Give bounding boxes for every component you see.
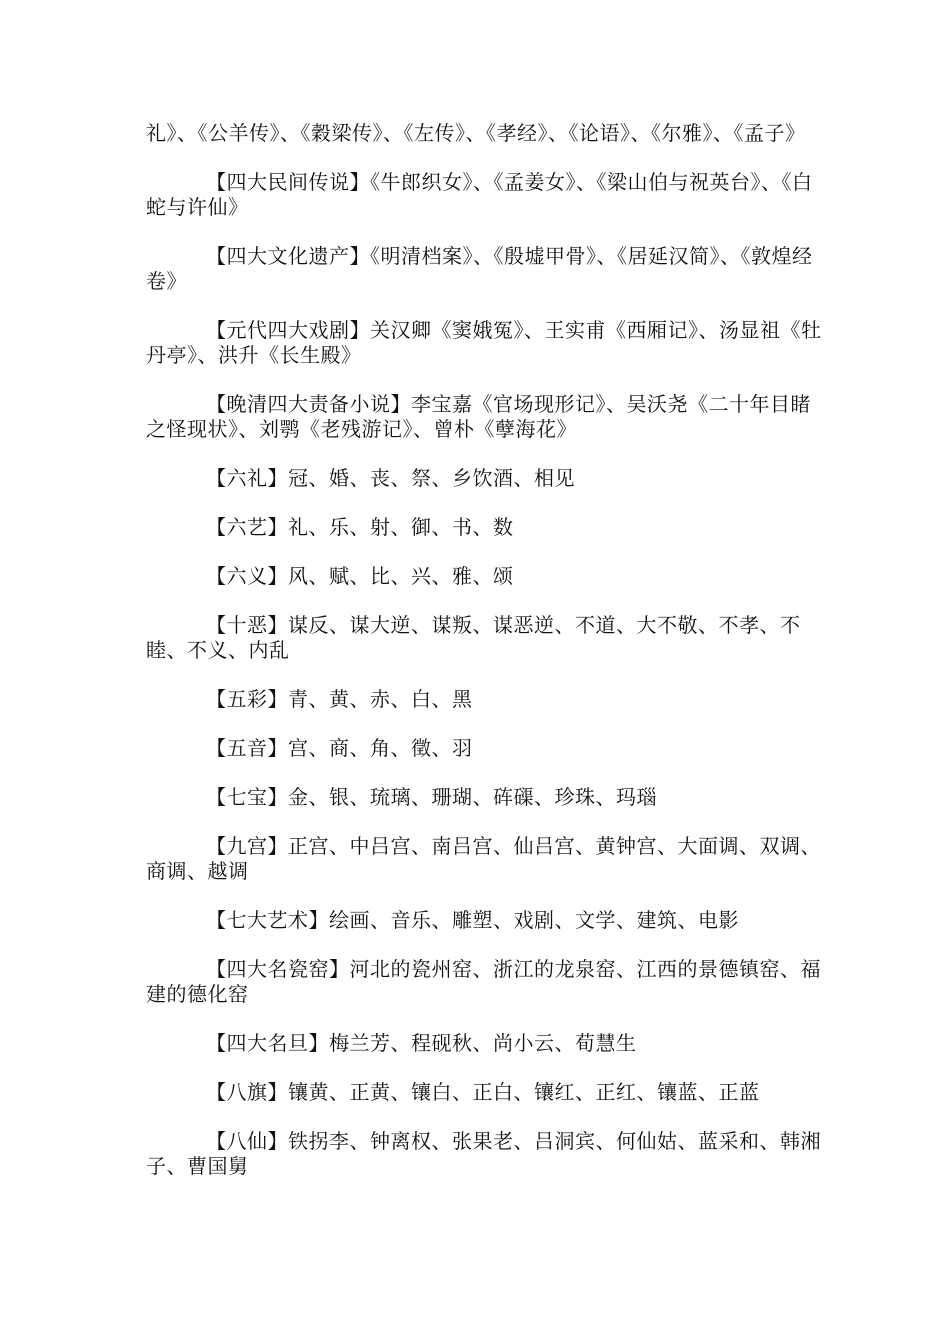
paragraph-1 xyxy=(146,170,826,220)
paragraph-heading: 【四大名瓷窑】 xyxy=(206,957,350,981)
paragraph-heading: 【晚清四大责备小说】 xyxy=(206,392,411,416)
paragraph-3 xyxy=(146,318,826,368)
paragraph-9 xyxy=(146,687,826,712)
paragraph-heading: 【四大民间传说】 xyxy=(206,170,370,194)
paragraph-text: 《明清档案》、《殷墟甲骨》、《居延汉简》、《敦煌经卷》 xyxy=(146,244,813,293)
paragraph-heading: 【四大名旦】 xyxy=(206,1031,329,1055)
paragraph-text: 铁拐李、钟离权、张果老、吕洞宾、何仙姑、蓝采和、韩湘子、曹国舅 xyxy=(146,1129,821,1178)
paragraph-0 xyxy=(146,121,826,146)
paragraph-heading: 【六礼】 xyxy=(206,466,288,490)
paragraph-heading: 【八仙】 xyxy=(206,1129,288,1153)
paragraph-heading: 【九宫】 xyxy=(206,834,288,858)
paragraph-4 xyxy=(146,392,826,442)
paragraph-text: 梅兰芳、程砚秋、尚小云、荀慧生 xyxy=(329,1031,637,1055)
paragraph-text: 礼》、《公羊传》、《穀梁传》、《左传》、《孝经》、《论语》、《尔雅》、《孟子》 xyxy=(146,121,806,145)
paragraph-text: 冠、婚、丧、祭、乡饮酒、相见 xyxy=(288,466,575,490)
paragraph-5 xyxy=(146,466,826,491)
paragraph-15 xyxy=(146,1031,826,1056)
paragraph-text: 金、银、琉璃、珊瑚、砗磲、珍珠、玛瑙 xyxy=(288,785,657,809)
paragraph-17 xyxy=(146,1129,826,1179)
paragraph-16 xyxy=(146,1080,826,1105)
paragraph-heading: 【六艺】 xyxy=(206,515,288,539)
paragraph-text: 青、黄、赤、白、黑 xyxy=(288,687,473,711)
paragraph-text: 关汉卿《窦娥冤》、王实甫《西厢记》、汤显祖《牡丹亭》、洪升《长生殿》 xyxy=(146,318,822,367)
paragraph-11 xyxy=(146,785,826,810)
paragraph-12 xyxy=(146,834,826,884)
paragraph-text: 风、赋、比、兴、雅、颂 xyxy=(288,564,514,588)
document-page xyxy=(146,121,826,1203)
paragraph-text: 《牛郎织女》、《孟姜女》、《梁山伯与祝英台》、《白蛇与许仙》 xyxy=(146,170,813,219)
paragraph-heading: 【五彩】 xyxy=(206,687,288,711)
paragraph-heading: 【六义】 xyxy=(206,564,288,588)
paragraph-14 xyxy=(146,957,826,1007)
paragraph-heading: 【元代四大戏剧】 xyxy=(206,318,370,342)
paragraph-text: 正宫、中吕宫、南吕宫、仙吕宫、黄钟宫、大面调、双调、商调、越调 xyxy=(146,834,821,883)
paragraph-10 xyxy=(146,736,826,761)
paragraph-7 xyxy=(146,564,826,589)
paragraph-heading: 【八旗】 xyxy=(206,1080,288,1104)
paragraph-13 xyxy=(146,908,826,933)
paragraph-text: 李宝嘉《官场现形记》、吴沃尧《二十年目睹之怪现状》、刘鹗《老残游记》、曾朴《孽海花》 xyxy=(146,392,811,441)
paragraph-text: 绘画、音乐、雕塑、戏剧、文学、建筑、电影 xyxy=(329,908,739,932)
paragraph-6 xyxy=(146,515,826,540)
paragraph-heading: 【七宝】 xyxy=(206,785,288,809)
paragraph-text: 宫、商、角、徵、羽 xyxy=(288,736,473,760)
paragraph-heading: 【七大艺术】 xyxy=(206,908,329,932)
paragraph-text: 镶黄、正黄、镶白、正白、镶红、正红、镶蓝、正蓝 xyxy=(288,1080,760,1104)
paragraph-heading: 【十恶】 xyxy=(206,613,288,637)
paragraph-text: 河北的瓷州窑、浙江的龙泉窑、江西的景德镇窑、福建的德化窑 xyxy=(146,957,821,1006)
paragraph-text: 谋反、谋大逆、谋叛、谋恶逆、不道、大不敬、不孝、不睦、不义、内乱 xyxy=(146,613,801,662)
paragraph-heading: 【五音】 xyxy=(206,736,288,760)
paragraph-8 xyxy=(146,613,826,663)
paragraph-heading: 【四大文化遗产】 xyxy=(206,244,370,268)
paragraph-2 xyxy=(146,244,826,294)
paragraph-text: 礼、乐、射、御、书、数 xyxy=(288,515,514,539)
